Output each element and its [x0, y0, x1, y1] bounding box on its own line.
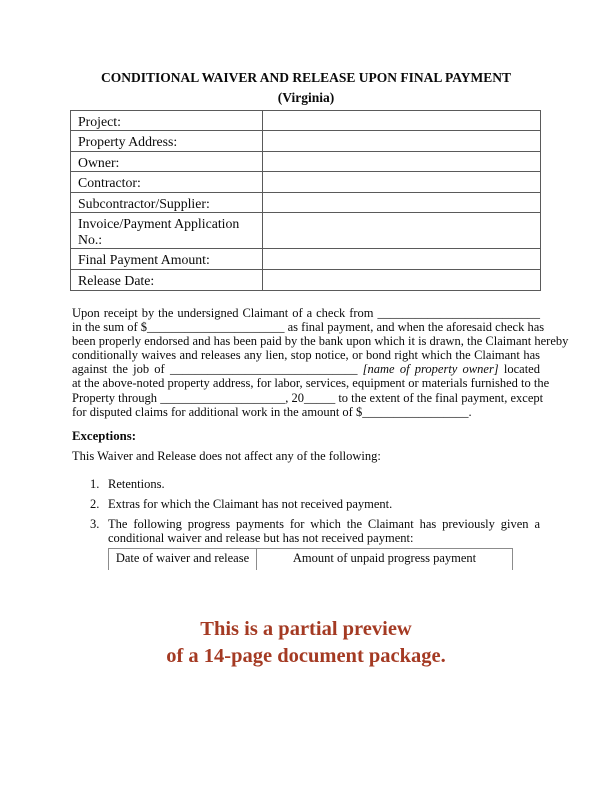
release-paragraph	[72, 306, 569, 419]
info-table	[70, 110, 541, 291]
paragraph-line	[72, 320, 545, 335]
document-title: CONDITIONAL WAIVER AND RELEASE UPON FINAL PAYMENT	[100, 70, 512, 85]
exception-item	[90, 477, 540, 491]
paragraph-line	[72, 362, 540, 376]
exception-item-line: conditional waiver and release but has not received payment:	[108, 531, 414, 546]
paragraph-line	[72, 334, 569, 349]
info-table-value-cell	[263, 111, 540, 131]
exception-item-number: 3.	[90, 517, 100, 532]
exception-item-line: The following progress payments for which the Claimant has previously given a	[108, 517, 540, 532]
paragraph-text: located	[498, 362, 540, 377]
paragraph-text: ______________________________	[169, 362, 358, 377]
info-table-label: Project:	[71, 111, 263, 131]
info-table-value-cell	[263, 270, 540, 290]
progress-table-header-amount: Amount of unpaid progress payment	[256, 549, 512, 570]
info-table-value-cell	[263, 131, 540, 151]
progress-table-header-date: Date of waiver and release	[115, 551, 250, 565]
paragraph-text: ____________________	[160, 390, 286, 405]
paragraph-text: conditionally waives and releases any lien, stop notice, or bond right which the Claimant has	[72, 348, 540, 363]
info-table-value-cell	[263, 249, 540, 269]
exception-item	[90, 497, 540, 511]
exception-item-line: Extras for which the Claimant has not received payment.	[108, 497, 393, 512]
info-table-value-cell	[263, 152, 540, 172]
paragraph-text: Upon receipt by the undersigned Claimant of a check from	[72, 306, 378, 320]
info-table-value-cell	[263, 213, 540, 249]
exceptions-heading: Exceptions:	[72, 429, 136, 443]
paragraph-text: to the extent of the final payment, except	[335, 390, 544, 405]
paragraph-text: , 20	[285, 390, 304, 405]
paragraph-text: .	[468, 404, 472, 419]
info-table-label: Property Address:	[71, 131, 263, 151]
paragraph-text: in the sum of $	[72, 320, 147, 335]
paragraph-line	[72, 306, 540, 320]
preview-notice-line1: This is a partial preview	[200, 618, 412, 640]
paragraph-line	[72, 405, 540, 419]
exceptions-list	[90, 477, 540, 551]
exception-item-line: Retentions.	[108, 477, 165, 491]
info-table-label: Subcontractor/Supplier:	[71, 193, 263, 213]
paragraph-text: against the job of	[72, 362, 170, 377]
document-subtitle: (Virginia)	[277, 90, 335, 105]
info-table-label: Invoice/Payment Application No.:	[71, 213, 263, 249]
preview-notice	[0, 616, 612, 669]
info-table-label: Final Payment Amount:	[71, 249, 263, 269]
paragraph-text: __________________________	[377, 306, 540, 320]
progress-payments-table	[108, 548, 513, 570]
italic-hint-text: [name of property owner]	[362, 362, 499, 377]
paragraph-text: _________________	[362, 404, 469, 419]
paragraph-text: as final payment, and when the aforesaid check has	[284, 320, 545, 335]
info-table-value-cell	[263, 172, 540, 192]
paragraph-text: for disputed claims for additional work in the amount of $	[72, 404, 363, 419]
paragraph-text: _____	[303, 390, 336, 405]
paragraph-text: at the above-noted property address, for labor, services, equipment or materials furnished to the	[72, 376, 550, 391]
exception-item	[90, 517, 540, 545]
info-table-value-cell	[263, 193, 540, 213]
info-table-label: Release Date:	[71, 270, 263, 290]
paragraph-line	[72, 390, 544, 405]
paragraph-text: ______________________	[147, 320, 285, 335]
exception-item-number: 2.	[90, 497, 100, 512]
exception-item-number: 1.	[90, 477, 100, 491]
info-table-label: Owner:	[71, 152, 263, 172]
exceptions-intro: This Waiver and Release does not affect any of the following:	[72, 449, 381, 463]
info-table-label: Contractor:	[71, 172, 263, 192]
paragraph-line	[72, 376, 550, 391]
paragraph-text: been properly endorsed and has been paid by the bank upon which it is drawn, the Claimant hereby	[72, 334, 569, 349]
paragraph-line	[72, 348, 540, 362]
paragraph-text: Property through	[72, 390, 161, 405]
preview-notice-line2: of a 14-page document package.	[166, 644, 446, 667]
